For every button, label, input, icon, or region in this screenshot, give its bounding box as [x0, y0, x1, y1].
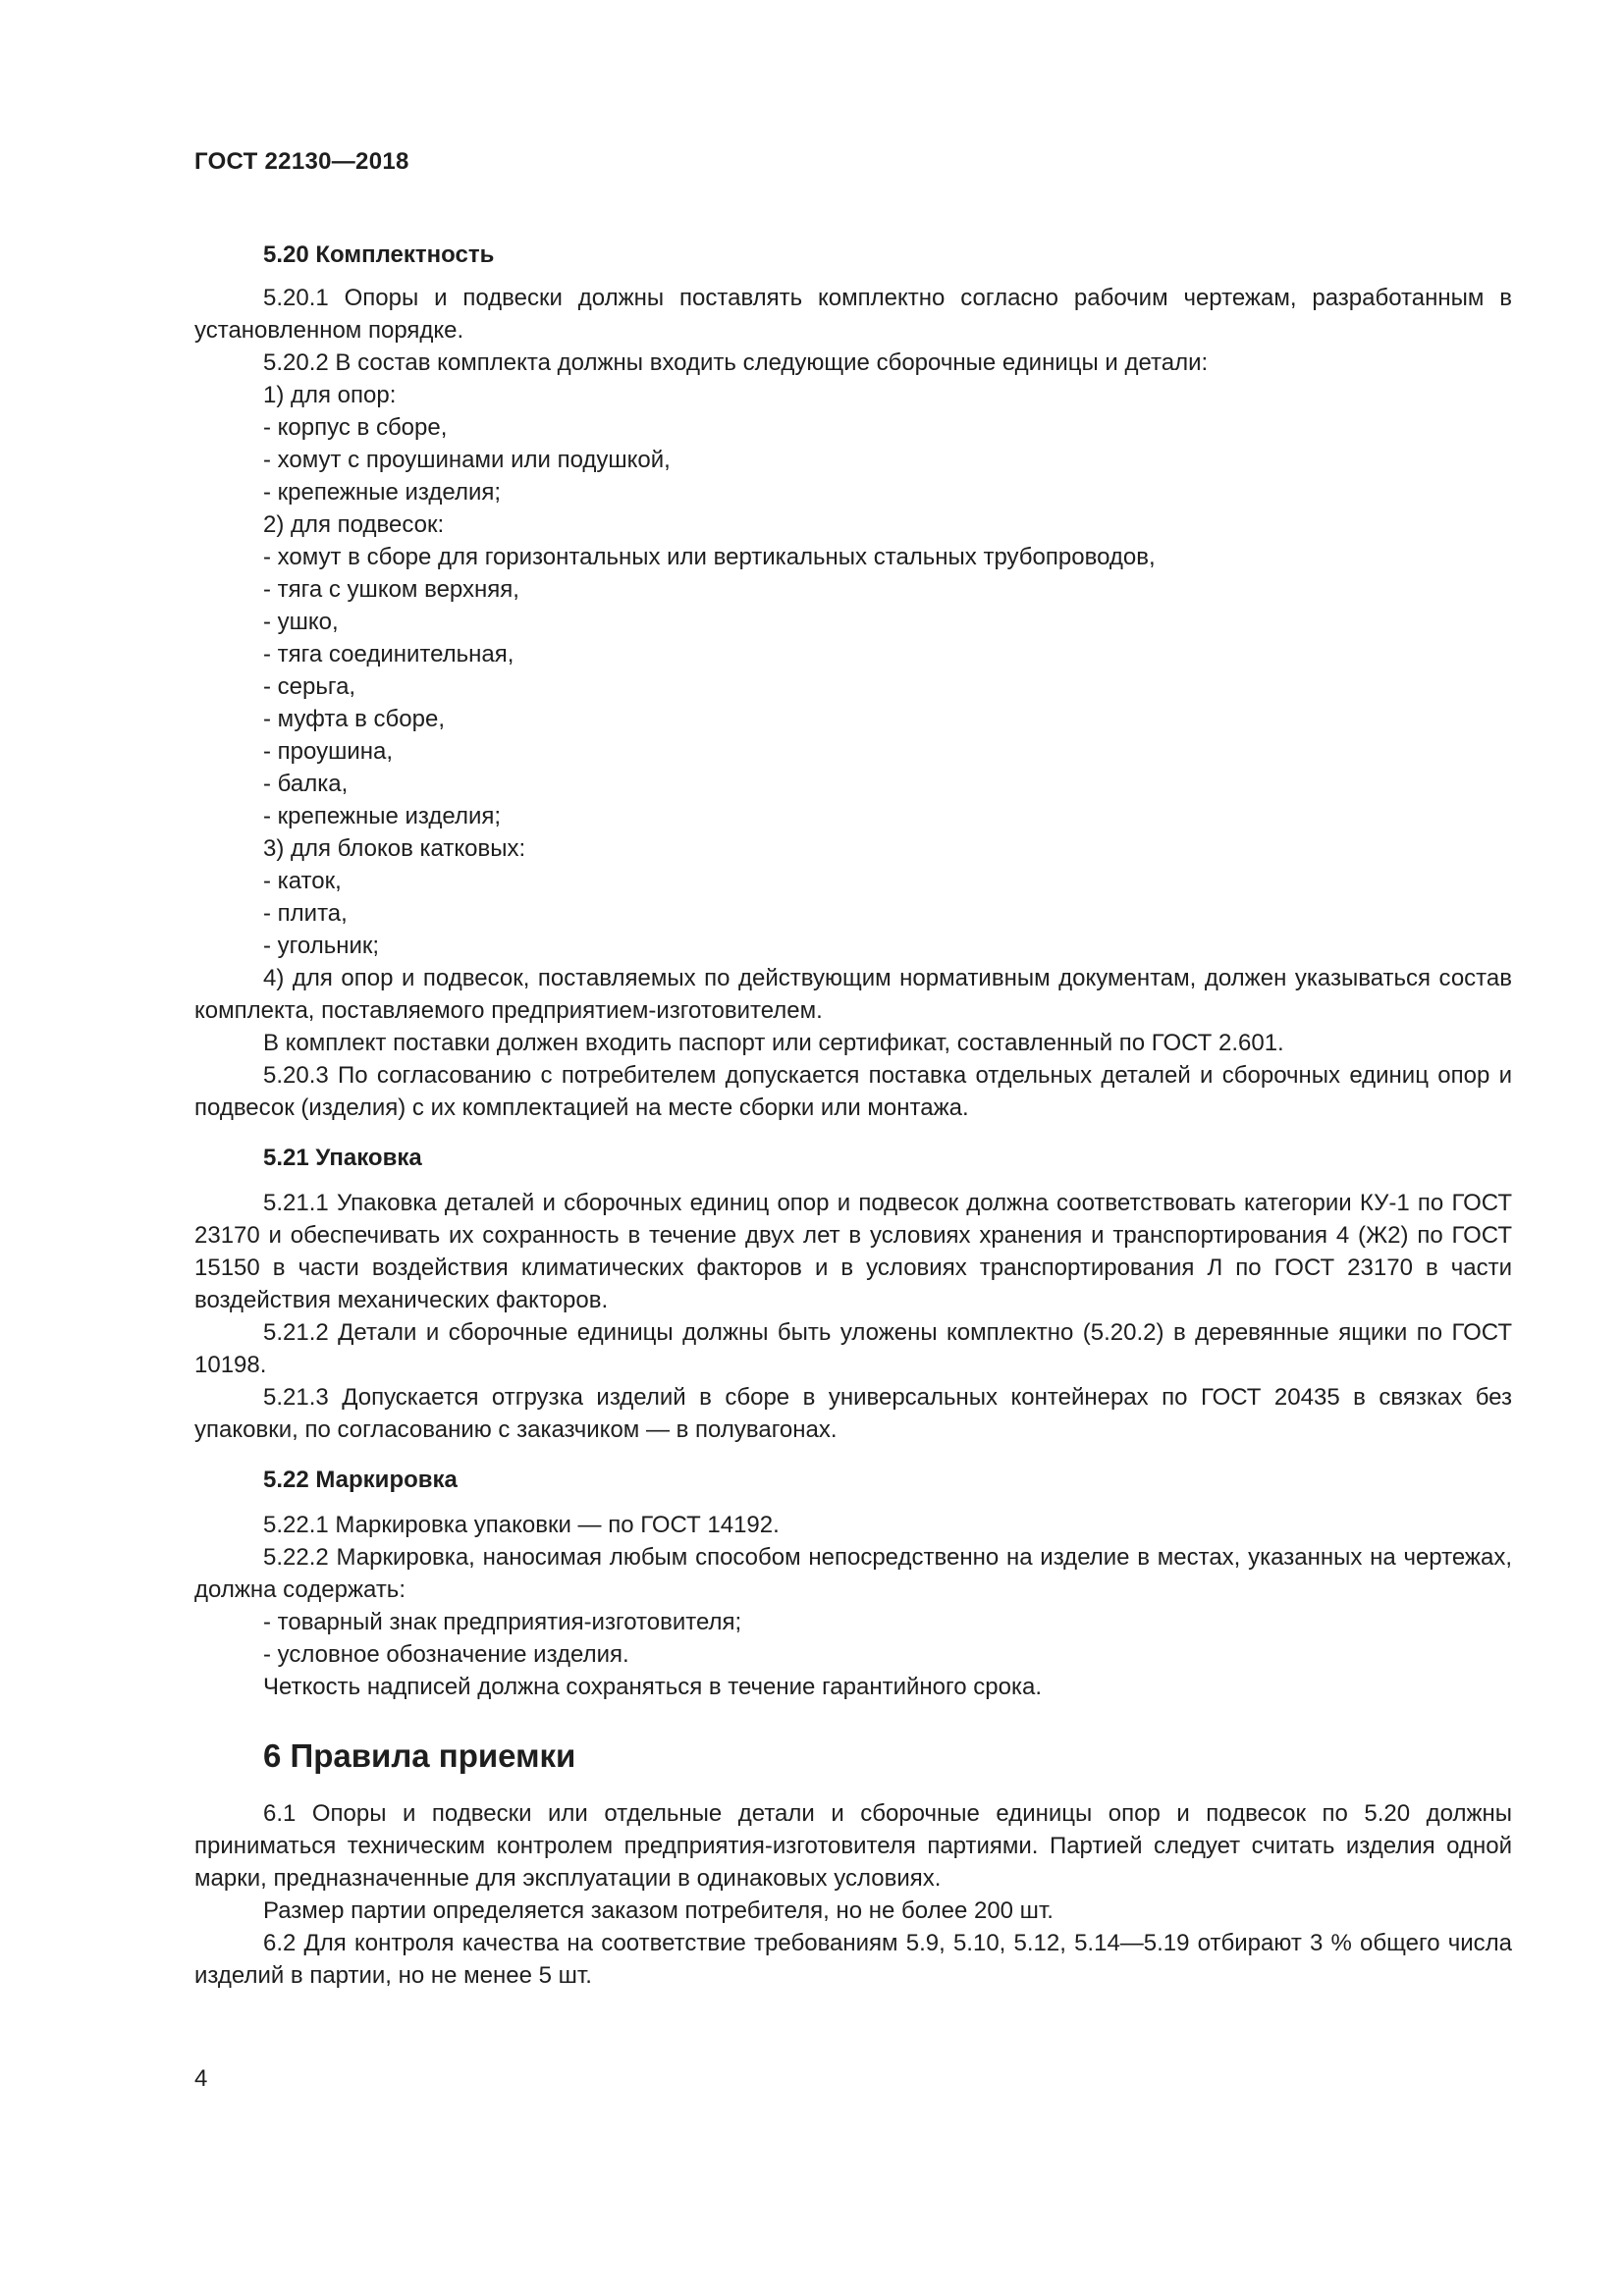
list-group-1-title: 1) для опор: — [263, 382, 397, 408]
paragraph-5-21-1: 5.21.1 Упаковка деталей и сборочных единиц опор и подвесок должна соответствовать категории КУ-1 по ГОСТ 23170 и обеспечивать их сохранность в течение двух лет в условиях хранения и транспортирования 4 (Ж2) по ГОСТ 15150 в части воздействия климатических факторов и в условиях транспортирования Л по ГОСТ 23170 в части воздействия механических факторов. — [194, 1190, 1512, 1313]
list-item: - каток, — [263, 868, 342, 894]
section-6 — [194, 1797, 1512, 1992]
list-group-3-title: 3) для блоков катковых: — [263, 835, 526, 862]
list-item: - серьга, — [263, 673, 356, 700]
section-5-22-title: 5.22 Маркировка — [263, 1467, 458, 1493]
page-number: 4 — [194, 2065, 208, 2092]
paragraph-6-2: 6.2 Для контроля качества на соответствие требованиям 5.9, 5.10, 5.12, 5.14—5.19 отбирают 3 % общего числа изделий в партии, но не менее 5 шт. — [194, 1930, 1512, 1989]
paragraph-legibility: Четкость надписей должна сохраняться в течение гарантийного срока. — [263, 1674, 1042, 1700]
paragraph-5-20-2: 5.20.2 В состав комплекта должны входить следующие сборочные единицы и детали: — [263, 349, 1209, 376]
paragraph-5-21-2: 5.21.2 Детали и сборочные единицы должны быть уложены комплектно (5.20.2) в деревянные ящики по ГОСТ 10198. — [194, 1319, 1512, 1378]
list-item: - проушина, — [263, 738, 394, 765]
paragraph-5-20-1: 5.20.1 Опоры и подвески должны поставлять комплектно согласно рабочим чертежам, разработанным в установленном порядке. — [194, 285, 1512, 344]
section-5-20 — [194, 282, 1512, 1124]
list-item: - муфта в сборе, — [263, 706, 445, 732]
list-item: - корпус в сборе, — [263, 414, 448, 441]
paragraph-6-1: 6.1 Опоры и подвески или отдельные детали и сборочные единицы опор и подвесок по 5.20 должны приниматься техническим контролем предприятия-изготовителя партиями. Партией следует считать изделия одной марки, предназначенные для эксплуатации в одинаковых условиях. — [194, 1800, 1512, 1892]
list-group-2-title: 2) для подвесок: — [263, 511, 445, 538]
paragraph-passport: В комплект поставки должен входить паспорт или сертификат, составленный по ГОСТ 2.601. — [263, 1030, 1284, 1056]
section-5-20-title: 5.20 Комплектность — [263, 241, 495, 268]
list-item: - условное обозначение изделия. — [263, 1641, 629, 1668]
paragraph-5-21-3: 5.21.3 Допускается отгрузка изделий в сборе в универсальных контейнерах по ГОСТ 20435 в связках без упаковки, по согласованию с заказчиком — в полувагонах. — [194, 1384, 1512, 1443]
page-body — [194, 147, 1512, 1992]
section-5-22 — [194, 1509, 1512, 1703]
list-item: - балка, — [263, 771, 349, 797]
list-item: - крепежные изделия; — [263, 803, 502, 829]
list-item: - плита, — [263, 900, 348, 927]
list-item: - хомут в сборе для горизонтальных или вертикальных стальных трубопроводов, — [263, 544, 1156, 570]
chapter-6-title: 6 Правила приемки — [263, 1737, 576, 1774]
list-group-4: 4) для опор и подвесок, поставляемых по действующим нормативным документам, должен указываться состав комплекта, поставляемого предприятием-изготовителем. — [194, 965, 1512, 1024]
document-header: ГОСТ 22130—2018 — [194, 148, 409, 175]
list-item: - угольник; — [263, 933, 380, 959]
list-item: - тяга с ушком верхняя, — [263, 576, 519, 603]
section-5-21 — [194, 1187, 1512, 1446]
paragraph-5-22-2: 5.22.2 Маркировка, наносимая любым способом непосредственно на изделие в местах, указанных на чертежах, должна содержать: — [194, 1544, 1512, 1603]
list-item: - ушко, — [263, 609, 339, 635]
list-item: - хомут с проушинами или подушкой, — [263, 447, 671, 473]
paragraph-5-20-3: 5.20.3 По согласованию с потребителем допускается поставка отдельных деталей и сборочных единиц опор и подвесок (изделия) с их комплектацией на месте сборки или монтажа. — [194, 1062, 1512, 1121]
list-item: - товарный знак предприятия-изготовителя; — [263, 1609, 742, 1635]
paragraph-batch-size: Размер партии определяется заказом потребителя, но не более 200 шт. — [263, 1897, 1054, 1924]
section-5-21-title: 5.21 Упаковка — [263, 1145, 422, 1171]
paragraph-5-22-1: 5.22.1 Маркировка упаковки — по ГОСТ 14192. — [263, 1512, 780, 1538]
list-item: - крепежные изделия; — [263, 479, 502, 506]
list-item: - тяга соединительная, — [263, 641, 514, 667]
